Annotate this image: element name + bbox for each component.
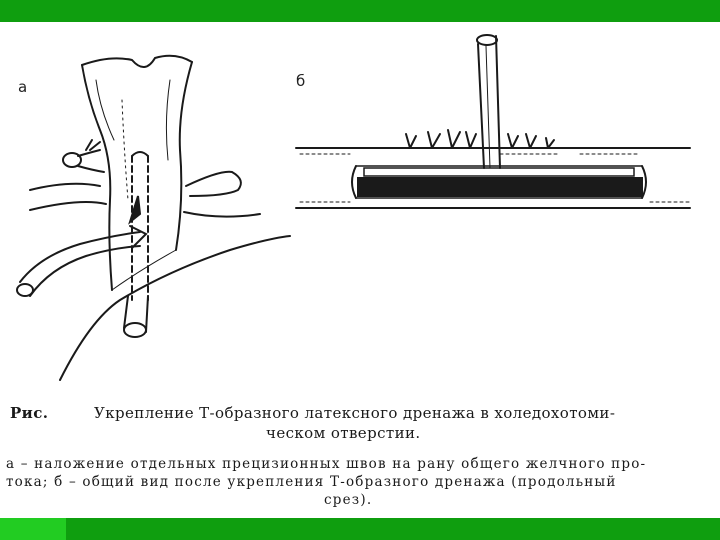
caption-body-line-2: тока; б – общий вид после укрепления Т-образного дренажа (продольный	[6, 474, 617, 490]
bottom-left-square	[0, 518, 66, 540]
bottom-green-bar	[0, 518, 720, 540]
top-green-bar	[0, 0, 720, 22]
surgical-figure-svg	[0, 22, 720, 392]
caption-title-line-2: ческом отверстии.	[266, 424, 421, 442]
bile-duct-illustration	[17, 56, 290, 380]
caption-title-line-1: Укрепление Т-образного латексного дренажа в холедохотоми-	[94, 404, 616, 422]
panel-a-label: а	[18, 78, 28, 96]
figure-prefix: Рис.	[10, 404, 49, 422]
caption-body-line-1: а – наложение отдельных прецизионных швов на рану общего желчного про-	[6, 456, 647, 472]
figure-caption-body	[6, 455, 710, 509]
caption-body-line-3: срез).	[324, 492, 373, 508]
t-drain-cross-section-illustration	[296, 35, 690, 208]
figure-illustration	[0, 22, 720, 392]
panel-b-label: б	[296, 72, 306, 90]
